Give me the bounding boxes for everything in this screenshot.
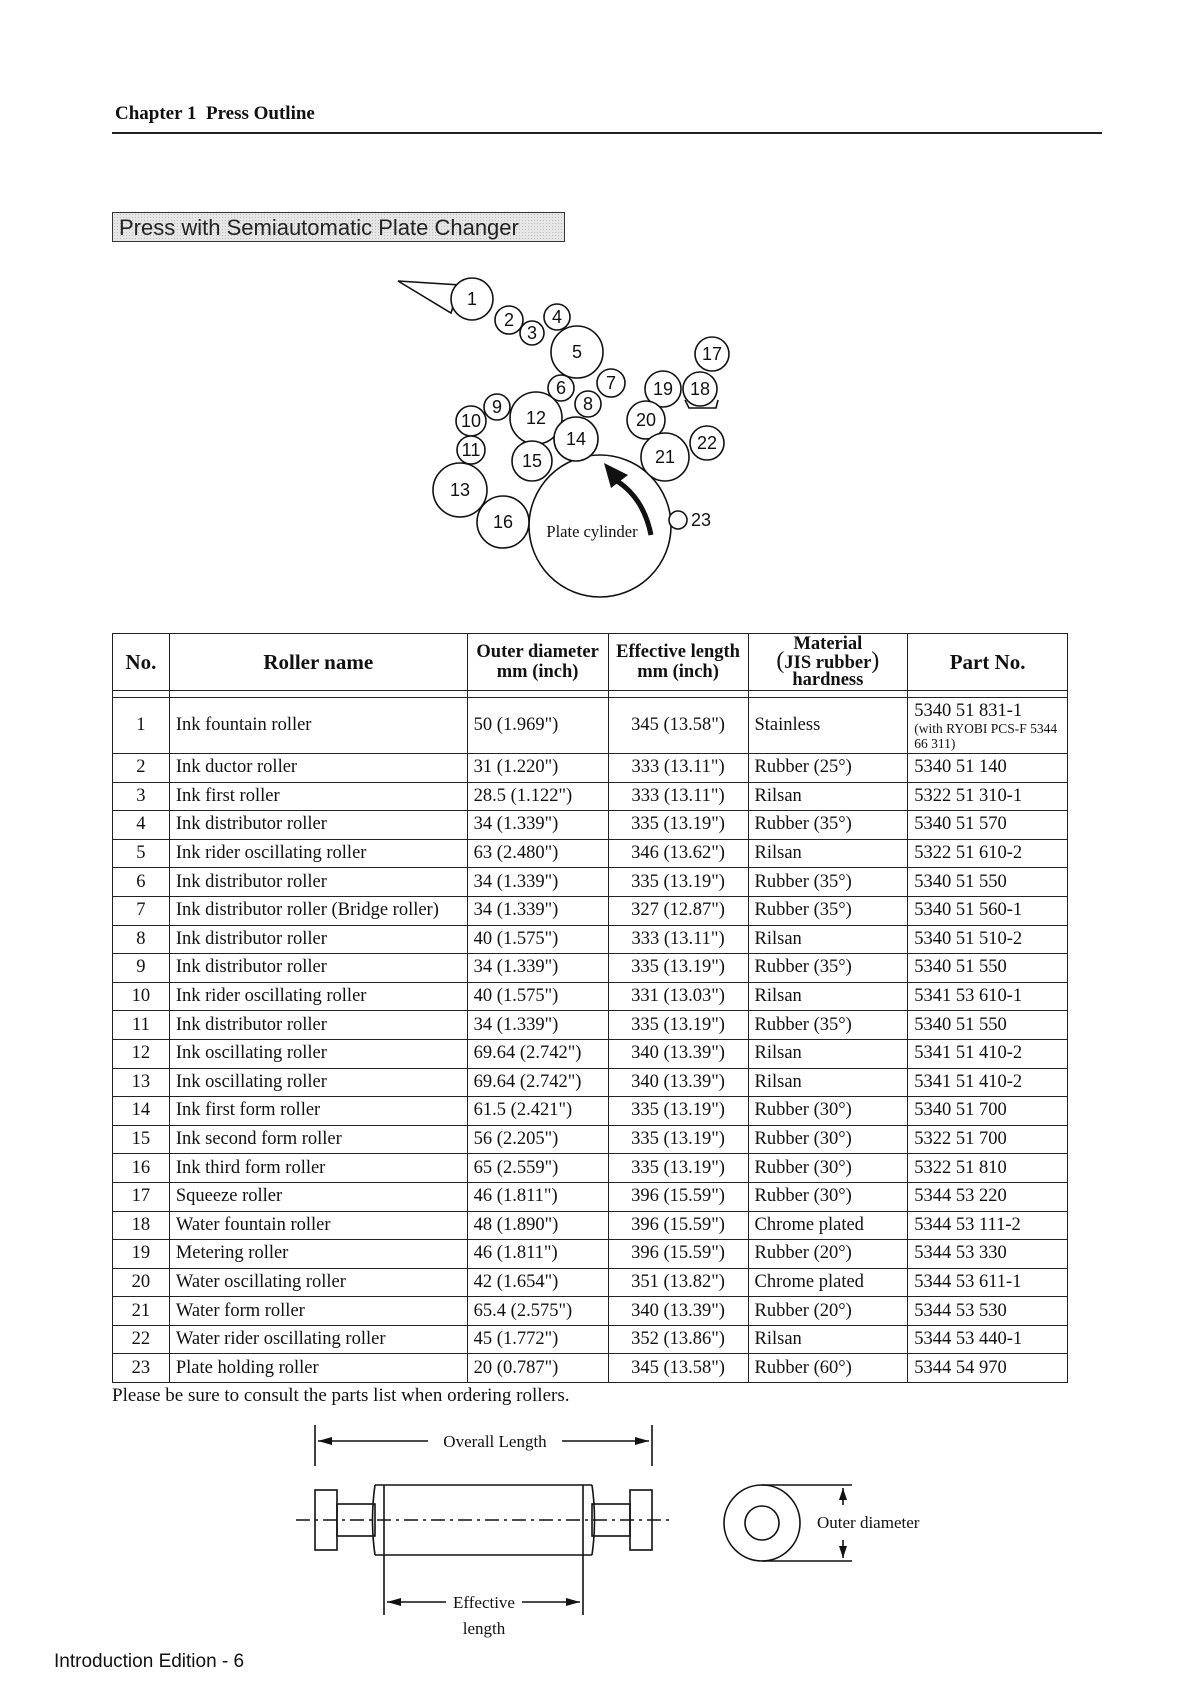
cell-material: Rilsan [748, 1039, 908, 1068]
cell-part-no: 5340 51 550 [908, 1011, 1068, 1040]
label-roller-19: 19 [652, 379, 674, 399]
cell-part-no: 5340 51 700 [908, 1097, 1068, 1126]
label-roller-13: 13 [449, 480, 471, 500]
cell-outer-diameter: 69.64 (2.742") [467, 1068, 608, 1097]
cell-outer-diameter: 31 (1.220") [467, 754, 608, 783]
chapter-title: Press Outline [205, 103, 315, 124]
table-row [113, 896, 1068, 925]
cell-effective-length: 345 (13.58") [608, 698, 748, 754]
cell-outer-diameter: 65.4 (2.575") [467, 1297, 608, 1326]
cell-effective-length: 333 (13.11") [608, 782, 748, 811]
cell-no: 12 [113, 1039, 170, 1068]
header-outer-diameter [467, 634, 608, 691]
cell-material: Rubber (35°) [748, 954, 908, 983]
label-roller-23: 23 [690, 510, 712, 530]
table-row [113, 1182, 1068, 1211]
cell-roller-name: Ink first roller [169, 782, 467, 811]
page-footer: Introduction Edition - 6 [54, 1651, 245, 1672]
label-roller-14: 14 [565, 429, 587, 449]
cell-part-no: 5340 51 140 [908, 754, 1068, 783]
table-row [113, 1268, 1068, 1297]
cell-roller-name: Ink first form roller [169, 1097, 467, 1126]
cell-part-no: 5344 53 440-1 [908, 1325, 1068, 1354]
label-roller-12: 12 [525, 408, 547, 428]
cell-outer-diameter: 34 (1.339") [467, 868, 608, 897]
table-row [113, 1297, 1068, 1326]
table-row [113, 1125, 1068, 1154]
cell-part-no: 5340 51 560-1 [908, 896, 1068, 925]
cell-roller-name: Water rider oscillating roller [169, 1325, 467, 1354]
table-row [113, 982, 1068, 1011]
cell-effective-length: 333 (13.11") [608, 925, 748, 954]
cell-part-no: 5340 51 570 [908, 811, 1068, 840]
cell-outer-diameter: 46 (1.811") [467, 1182, 608, 1211]
table-header-row [113, 634, 1068, 691]
cell-part-no: 5322 51 810 [908, 1154, 1068, 1183]
cell-no: 9 [113, 954, 170, 983]
cell-outer-diameter: 45 (1.772") [467, 1325, 608, 1354]
effective-length-label-line1: Effective [453, 1593, 515, 1612]
header-no: No. [113, 634, 170, 691]
header-material-line2: JIS rubber [784, 652, 872, 673]
plate-cylinder-label: Plate cylinder [546, 522, 638, 541]
label-roller-16: 16 [492, 512, 514, 532]
effective-length-label-line2: length [462, 1619, 506, 1638]
cell-material: Stainless [748, 698, 908, 754]
table-row [113, 839, 1068, 868]
part-number-note: (with RYOBI PCS-F 5344 66 311) [914, 720, 1058, 751]
table-row [113, 925, 1068, 954]
cell-material: Rubber (25°) [748, 754, 908, 783]
table-row [113, 954, 1068, 983]
table-row [113, 868, 1068, 897]
cell-effective-length: 340 (13.39") [608, 1068, 748, 1097]
cell-no: 14 [113, 1097, 170, 1126]
cell-part-no: 5322 51 310-1 [908, 782, 1068, 811]
cell-no: 7 [113, 896, 170, 925]
cell-material: Rubber (30°) [748, 1125, 908, 1154]
cell-outer-diameter: 40 (1.575") [467, 925, 608, 954]
table-row [113, 1068, 1068, 1097]
cell-material: Rubber (35°) [748, 811, 908, 840]
cell-material: Rubber (20°) [748, 1297, 908, 1326]
header-roller-name: Roller name [169, 634, 467, 691]
cell-effective-length: 327 (12.87") [608, 896, 748, 925]
cell-effective-length: 335 (13.19") [608, 811, 748, 840]
cell-part-no: 5344 54 970 [908, 1354, 1068, 1383]
cell-no: 22 [113, 1325, 170, 1354]
cell-roller-name: Water oscillating roller [169, 1268, 467, 1297]
cell-roller-name: Water form roller [169, 1297, 467, 1326]
cell-effective-length: 331 (13.03") [608, 982, 748, 1011]
cell-roller-name: Metering roller [169, 1240, 467, 1269]
cell-effective-length: 345 (13.58") [608, 1354, 748, 1383]
cell-outer-diameter: 61.5 (2.421") [467, 1097, 608, 1126]
cell-outer-diameter: 65 (2.559") [467, 1154, 608, 1183]
cell-no: 11 [113, 1011, 170, 1040]
header-material-line3: hardness [792, 669, 864, 690]
header-outer-diameter-line1: Outer diameter [476, 642, 599, 662]
table-row [113, 1325, 1068, 1354]
cell-outer-diameter: 46 (1.811") [467, 1240, 608, 1269]
cell-outer-diameter: 34 (1.339") [467, 954, 608, 983]
cell-roller-name: Water fountain roller [169, 1211, 467, 1240]
cell-no: 20 [113, 1268, 170, 1297]
cell-effective-length: 396 (15.59") [608, 1182, 748, 1211]
cell-outer-diameter: 42 (1.654") [467, 1268, 608, 1297]
cell-outer-diameter: 63 (2.480") [467, 839, 608, 868]
cell-part-no: 5341 51 410-2 [908, 1068, 1068, 1097]
label-roller-6: 6 [555, 378, 567, 398]
label-roller-17: 17 [701, 344, 723, 364]
table-row [113, 1097, 1068, 1126]
cell-outer-diameter: 34 (1.339") [467, 811, 608, 840]
cell-material: Rubber (20°) [748, 1240, 908, 1269]
cell-no: 6 [113, 868, 170, 897]
header-material: Material (JIS rubber) hardness [748, 634, 908, 691]
label-roller-11: 11 [461, 440, 481, 460]
cell-no: 21 [113, 1297, 170, 1326]
cell-part-no: 5340 51 550 [908, 954, 1068, 983]
cell-outer-diameter: 50 (1.969") [467, 698, 608, 754]
table-row [113, 811, 1068, 840]
cell-part-no: 5340 51 550 [908, 868, 1068, 897]
cell-part-no: 5341 53 610-1 [908, 982, 1068, 1011]
cell-effective-length: 351 (13.82") [608, 1268, 748, 1297]
cell-material: Rilsan [748, 1068, 908, 1097]
cell-roller-name: Ink ductor roller [169, 754, 467, 783]
cell-outer-diameter: 69.64 (2.742") [467, 1039, 608, 1068]
cell-roller-name: Ink distributor roller (Bridge roller) [169, 896, 467, 925]
cell-material: Rilsan [748, 839, 908, 868]
cell-material: Rubber (35°) [748, 896, 908, 925]
header-part-no: Part No. [908, 634, 1068, 691]
cell-roller-name: Ink rider oscillating roller [169, 839, 467, 868]
cell-outer-diameter: 28.5 (1.122") [467, 782, 608, 811]
part-number: 5340 51 831-1 [914, 700, 1023, 721]
label-roller-18: 18 [689, 379, 711, 399]
table-row [113, 1154, 1068, 1183]
cell-effective-length: 340 (13.39") [608, 1297, 748, 1326]
cell-material: Rubber (30°) [748, 1097, 908, 1126]
label-roller-3: 3 [526, 323, 538, 343]
cell-no: 10 [113, 982, 170, 1011]
cell-outer-diameter: 40 (1.575") [467, 982, 608, 1011]
ordering-note: Please be sure to consult the parts list when ordering rollers. [112, 1385, 570, 1406]
cell-effective-length: 352 (13.86") [608, 1325, 748, 1354]
cell-roller-name: Plate holding roller [169, 1354, 467, 1383]
cell-effective-length: 333 (13.11") [608, 754, 748, 783]
cell-material: Rubber (30°) [748, 1182, 908, 1211]
cell-material: Rilsan [748, 925, 908, 954]
chapter-number: Chapter 1 [115, 103, 197, 124]
cell-effective-length: 335 (13.19") [608, 1097, 748, 1126]
cell-no: 3 [113, 782, 170, 811]
table-row [113, 698, 1068, 754]
cell-part-no: 5344 53 330 [908, 1240, 1068, 1269]
table-row [113, 1211, 1068, 1240]
cell-no: 8 [113, 925, 170, 954]
cell-no: 17 [113, 1182, 170, 1211]
label-roller-1: 1 [466, 289, 478, 309]
cell-roller-name: Ink distributor roller [169, 954, 467, 983]
cell-roller-name: Ink distributor roller [169, 925, 467, 954]
cell-effective-length: 340 (13.39") [608, 1039, 748, 1068]
cell-material: Rilsan [748, 1325, 908, 1354]
cell-effective-length: 335 (13.19") [608, 1125, 748, 1154]
header-effective-length-line1: Effective length [616, 642, 740, 662]
cell-part-no: 5322 51 610-2 [908, 839, 1068, 868]
table-row [113, 1240, 1068, 1269]
cell-no: 2 [113, 754, 170, 783]
cell-no: 16 [113, 1154, 170, 1183]
cell-part-no: 5340 51 510-2 [908, 925, 1068, 954]
label-roller-21: 21 [654, 447, 676, 467]
cell-no: 19 [113, 1240, 170, 1269]
cell-no: 5 [113, 839, 170, 868]
cell-part-no: 5344 53 111-2 [908, 1211, 1068, 1240]
cell-material: Rilsan [748, 782, 908, 811]
cell-part-no: 5322 51 700 [908, 1125, 1068, 1154]
cell-material: Rubber (35°) [748, 868, 908, 897]
cell-effective-length: 335 (13.19") [608, 868, 748, 897]
table-row [113, 782, 1068, 811]
header-effective-length-line2: mm (inch) [637, 662, 719, 682]
table-row [113, 1011, 1068, 1040]
cell-material: Rubber (30°) [748, 1154, 908, 1183]
cell-roller-name: Ink second form roller [169, 1125, 467, 1154]
label-roller-7: 7 [605, 373, 617, 393]
cell-no: 23 [113, 1354, 170, 1383]
cell-roller-name: Ink oscillating roller [169, 1039, 467, 1068]
cell-material: Chrome plated [748, 1268, 908, 1297]
cell-part-no: 5344 53 530 [908, 1297, 1068, 1326]
outer-diameter-label: Outer diameter [817, 1513, 920, 1532]
cell-material: Chrome plated [748, 1211, 908, 1240]
label-roller-8: 8 [582, 394, 594, 414]
cell-roller-name: Ink distributor roller [169, 1011, 467, 1040]
cell-material: Rubber (60°) [748, 1354, 908, 1383]
cell-part-no [908, 698, 1068, 754]
header-material-line1: Material [793, 633, 863, 654]
label-roller-10: 10 [460, 411, 482, 431]
cell-no: 4 [113, 811, 170, 840]
cell-effective-length: 335 (13.19") [608, 1154, 748, 1183]
label-roller-20: 20 [635, 410, 657, 430]
cell-part-no: 5344 53 611-1 [908, 1268, 1068, 1297]
table-row [113, 1039, 1068, 1068]
label-roller-9: 9 [491, 397, 503, 417]
cell-roller-name: Ink fountain roller [169, 698, 467, 754]
header-effective-length [608, 634, 748, 691]
cell-effective-length: 396 (15.59") [608, 1211, 748, 1240]
label-roller-22: 22 [696, 433, 718, 453]
cell-material: Rilsan [748, 982, 908, 1011]
cell-roller-name: Ink distributor roller [169, 868, 467, 897]
cell-effective-length: 335 (13.19") [608, 1011, 748, 1040]
cell-part-no: 5344 53 220 [908, 1182, 1068, 1211]
cell-effective-length: 346 (13.62") [608, 839, 748, 868]
cell-roller-name: Ink rider oscillating roller [169, 982, 467, 1011]
cell-effective-length: 396 (15.59") [608, 1240, 748, 1269]
overall-length-label: Overall Length [443, 1432, 547, 1451]
roller-diagram [0, 0, 1188, 640]
cell-outer-diameter: 34 (1.339") [467, 1011, 608, 1040]
section-title: Press with Semiautomatic Plate Changer [112, 212, 565, 242]
cell-no: 18 [113, 1211, 170, 1240]
roller-23 [669, 511, 687, 529]
cell-roller-name: Ink third form roller [169, 1154, 467, 1183]
cell-outer-diameter: 34 (1.339") [467, 896, 608, 925]
cell-no: 1 [113, 698, 170, 754]
cell-part-no: 5341 51 410-2 [908, 1039, 1068, 1068]
cell-outer-diameter: 20 (0.787") [467, 1354, 608, 1383]
cell-roller-name: Ink distributor roller [169, 811, 467, 840]
label-roller-4: 4 [551, 307, 563, 327]
cell-no: 15 [113, 1125, 170, 1154]
roller-table [112, 633, 1068, 1383]
cell-outer-diameter: 48 (1.890") [467, 1211, 608, 1240]
cell-roller-name: Squeeze roller [169, 1182, 467, 1211]
cell-effective-length: 335 (13.19") [608, 954, 748, 983]
cell-material: Rubber (35°) [748, 1011, 908, 1040]
header-separator [113, 691, 1068, 698]
roller-dimension-figure [0, 1420, 1188, 1660]
table-row [113, 1354, 1068, 1383]
label-roller-15: 15 [521, 451, 543, 471]
label-roller-5: 5 [571, 342, 583, 362]
cell-no: 13 [113, 1068, 170, 1097]
header-outer-diameter-line2: mm (inch) [496, 662, 579, 682]
cell-roller-name: Ink oscillating roller [169, 1068, 467, 1097]
table-row [113, 754, 1068, 783]
cell-outer-diameter: 56 (2.205") [467, 1125, 608, 1154]
label-roller-2: 2 [503, 310, 515, 330]
